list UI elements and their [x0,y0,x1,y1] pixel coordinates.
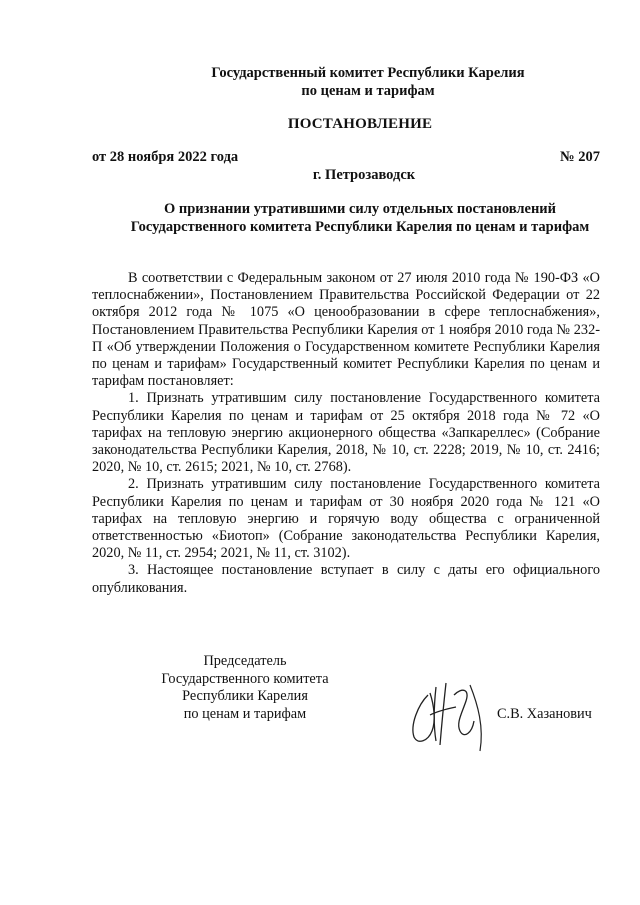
subject-line-1: О признании утратившими силу отдельных постановлений [163,201,557,217]
org-line-1: Государственный комитет Республики Карелия [211,65,525,81]
subject-line-2: Государственного комитета Республики Карелия по ценам и тарифам [130,219,590,235]
resolution-item-2: 2. Признать утратившим силу постановление Государственного комитета Республики Карелия по ценам и тарифам от 30 ноября 2020 года № 121 «О тарифах на тепловую энергию и горячую воду общества с ограниченной ответственностью «Биотоп» (Собрание законодательства Республики Карелия, 2020, № 11, ст. 2954; 2021, № 11, ст. 3102). [92,476,600,562]
document-date: от 28 ноября 2022 года [92,149,239,165]
document-city: г. Петрозаводск [312,167,416,183]
resolution-item-3: 3. Настоящее постановление вступает в силу с даты его официального опубликования. [92,562,600,596]
document-subject [40,200,640,236]
org-line-2: по ценам и тарифам [301,83,435,99]
document-type: ПОСТАНОВЛЕНИЕ [287,116,433,132]
signatory-title-line-2: Государственного комитета [161,670,329,687]
handwritten-signature [400,665,500,755]
document-number: № 207 [560,149,600,165]
preamble-paragraph: В соответствии с Федеральным законом от 27 июля 2010 года № 190-ФЗ «О теплоснабжении», Постановлением Правительства Российской Федерации от 22 октября 2012 года № 1075 «О ценообразовании в сфере теплоснабжения», Постановлением Правительства Республики Карелия от 1 ноября 2010 года № 232-П «Об утверждении Положения о Государственном комитете Республики Карелия по ценам и тарифам» Государственный комитет Республики Карелия по ценам и тарифам постановляет: [92,270,600,390]
signer-name: С.В. Хазанович [497,706,592,722]
signatory-title-line-3: Республики Карелия [182,688,308,704]
document-body [92,270,600,597]
resolution-item-1: 1. Признать утратившим силу постановление Государственного комитета Республики Карелия по ценам и тарифам от 25 октября 2018 года № 72 «О тарифах на тепловую энергию акционерного общества «Запкареллес» (Собрание законодательства Республики Карелия, 2018, № 10, ст. 2228; 2019, № 10, ст. 2416; 2020, № 10, ст. 2615; 2021, № 10, ст. 2768). [92,390,600,476]
signatory-title-line-1: Председатель [203,653,287,669]
signatory-title [150,653,340,723]
issuing-organization [48,64,640,100]
signatory-title-line-4: по ценам и тарифам [183,705,307,722]
